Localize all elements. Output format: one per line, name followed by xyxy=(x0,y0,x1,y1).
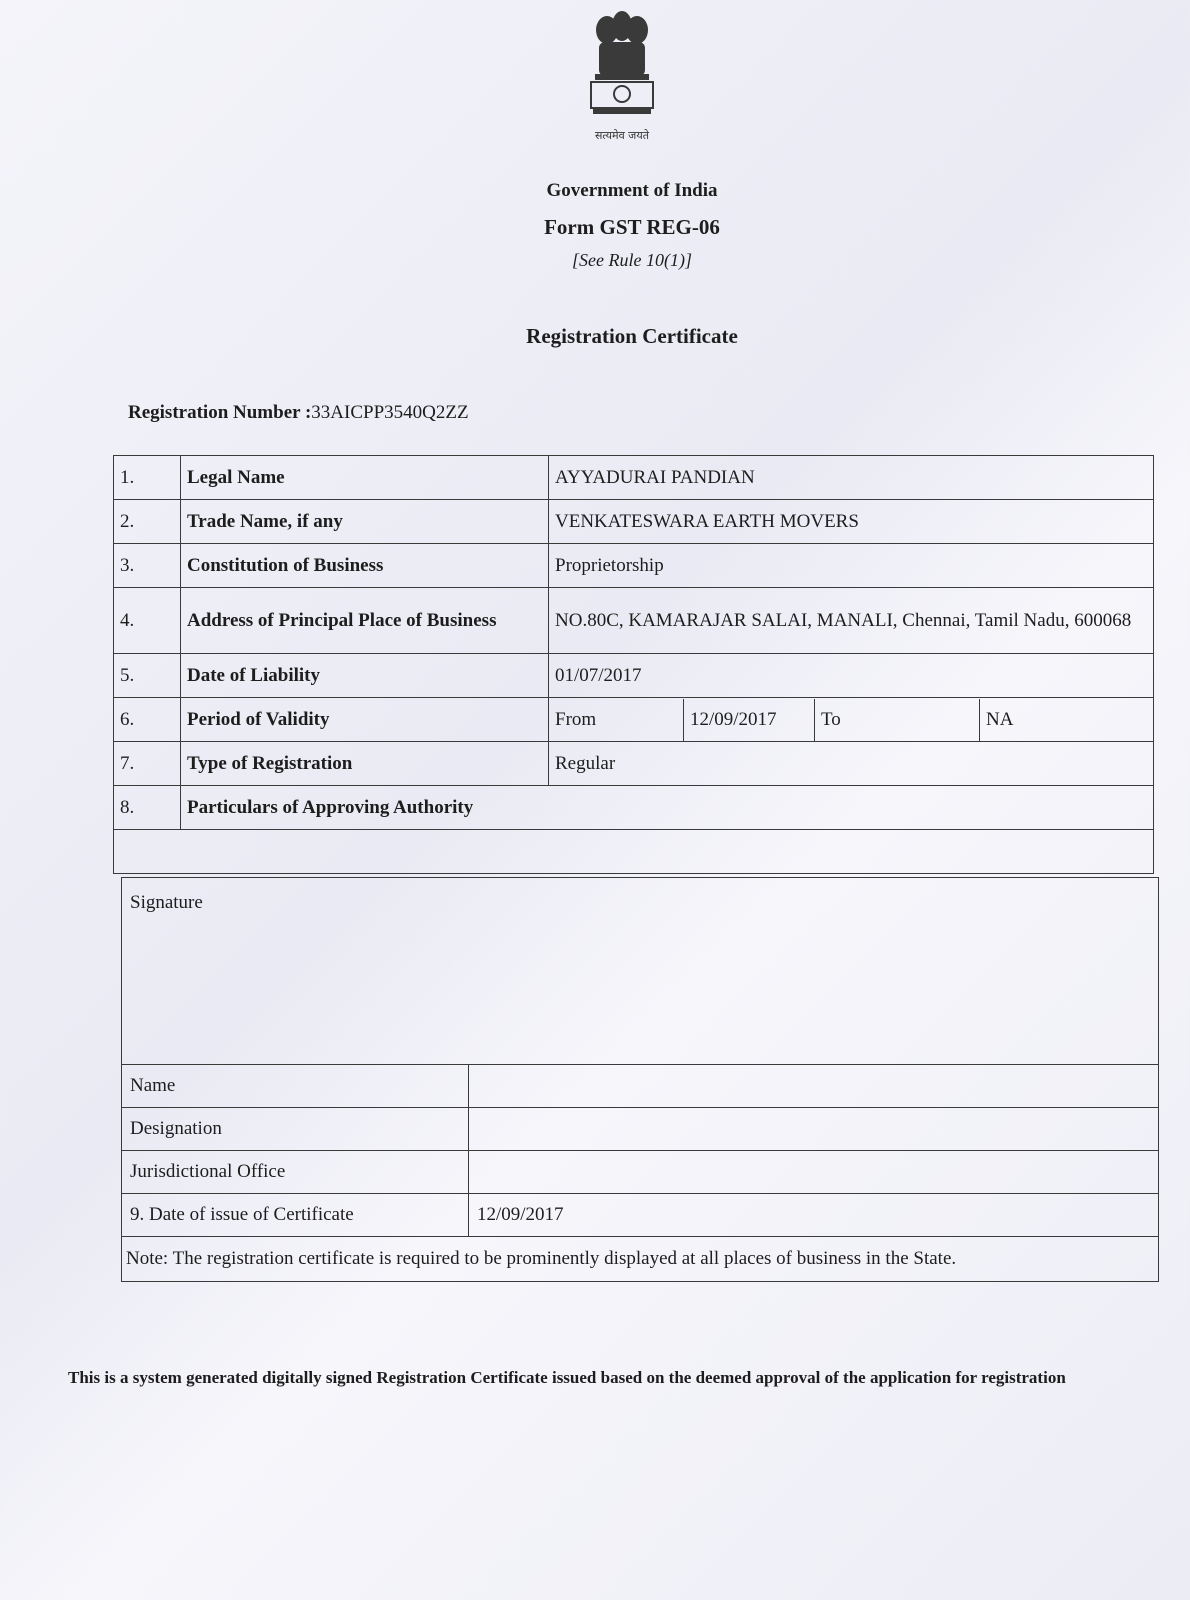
validity-cell xyxy=(549,698,1154,742)
table-row xyxy=(114,654,1154,698)
row-number: 6. xyxy=(114,698,181,742)
designation-label: Designation xyxy=(122,1108,469,1151)
row-value: Proprietorship xyxy=(549,544,1154,588)
validity-table xyxy=(555,699,1153,741)
row-label: Date of Liability xyxy=(181,654,549,698)
validity-to-label: To xyxy=(815,699,980,741)
issue-date-label: 9. Date of issue of Certificate xyxy=(122,1194,469,1237)
row-number: 5. xyxy=(114,654,181,698)
table-row xyxy=(114,786,1154,830)
details-table xyxy=(113,455,1154,874)
national-emblem-icon xyxy=(585,8,659,126)
row-value: 01/07/2017 xyxy=(549,654,1154,698)
table-row xyxy=(114,742,1154,786)
name-value xyxy=(469,1065,1159,1108)
row-label: Period of Validity xyxy=(181,698,549,742)
row-label: Legal Name xyxy=(181,456,549,500)
page-title: Registration Certificate xyxy=(526,324,738,348)
table-row-blank xyxy=(114,830,1154,874)
row-value: Regular xyxy=(549,742,1154,786)
validity-from-label: From xyxy=(555,708,597,730)
emblem-motto: सत्यमेव जयते xyxy=(594,129,649,142)
registration-number-label: Registration Number : xyxy=(128,402,312,423)
row-value: AYYADURAI PANDIAN xyxy=(549,456,1154,500)
row-label: Particulars of Approving Authority xyxy=(181,786,1154,830)
row-label: Type of Registration xyxy=(181,742,549,786)
designation-value xyxy=(469,1108,1159,1151)
system-generated-footer: This is a system generated digitally signed Registration Certificate issued based on the deemed approval of the application for registration xyxy=(68,1368,1066,1387)
validity-from-value: 12/09/2017 xyxy=(684,699,815,741)
row-label: Trade Name, if any xyxy=(181,500,549,544)
jurisdictional-office-value xyxy=(469,1151,1159,1194)
jurisdictional-office-label: Jurisdictional Office xyxy=(122,1151,469,1194)
table-row xyxy=(114,456,1154,500)
table-row xyxy=(114,588,1154,654)
row-label: Constitution of Business xyxy=(181,544,549,588)
government-heading: Government of India xyxy=(546,180,718,201)
authority-table xyxy=(121,877,1159,1282)
table-row xyxy=(114,500,1154,544)
signature-label: Signature xyxy=(122,878,1159,1065)
row-number: 3. xyxy=(114,544,181,588)
display-note: Note: The registration certificate is required to be prominently displayed at all places of business in the State. xyxy=(122,1237,1159,1282)
row-value: NO.80C, KAMARAJAR SALAI, MANALI, Chennai, Tamil Nadu, 600068 xyxy=(549,588,1154,654)
row-number: 7. xyxy=(114,742,181,786)
row-number: 8. xyxy=(114,786,181,830)
issue-date-value: 12/09/2017 xyxy=(469,1194,1159,1237)
table-row xyxy=(114,698,1154,742)
row-number: 2. xyxy=(114,500,181,544)
rule-reference: [See Rule 10(1)] xyxy=(572,250,692,270)
blank-row xyxy=(114,830,1154,874)
form-heading: Form GST REG-06 xyxy=(544,215,720,239)
table-row xyxy=(114,544,1154,588)
row-number: 4. xyxy=(114,588,181,654)
name-label: Name xyxy=(122,1065,469,1108)
validity-to-value: NA xyxy=(980,699,1154,741)
registration-number-value: 33AICPP3540Q2ZZ xyxy=(311,402,469,423)
registration-number xyxy=(128,402,469,424)
row-value: VENKATESWARA EARTH MOVERS xyxy=(549,500,1154,544)
row-number: 1. xyxy=(114,456,181,500)
row-label: Address of Principal Place of Business xyxy=(181,588,549,654)
